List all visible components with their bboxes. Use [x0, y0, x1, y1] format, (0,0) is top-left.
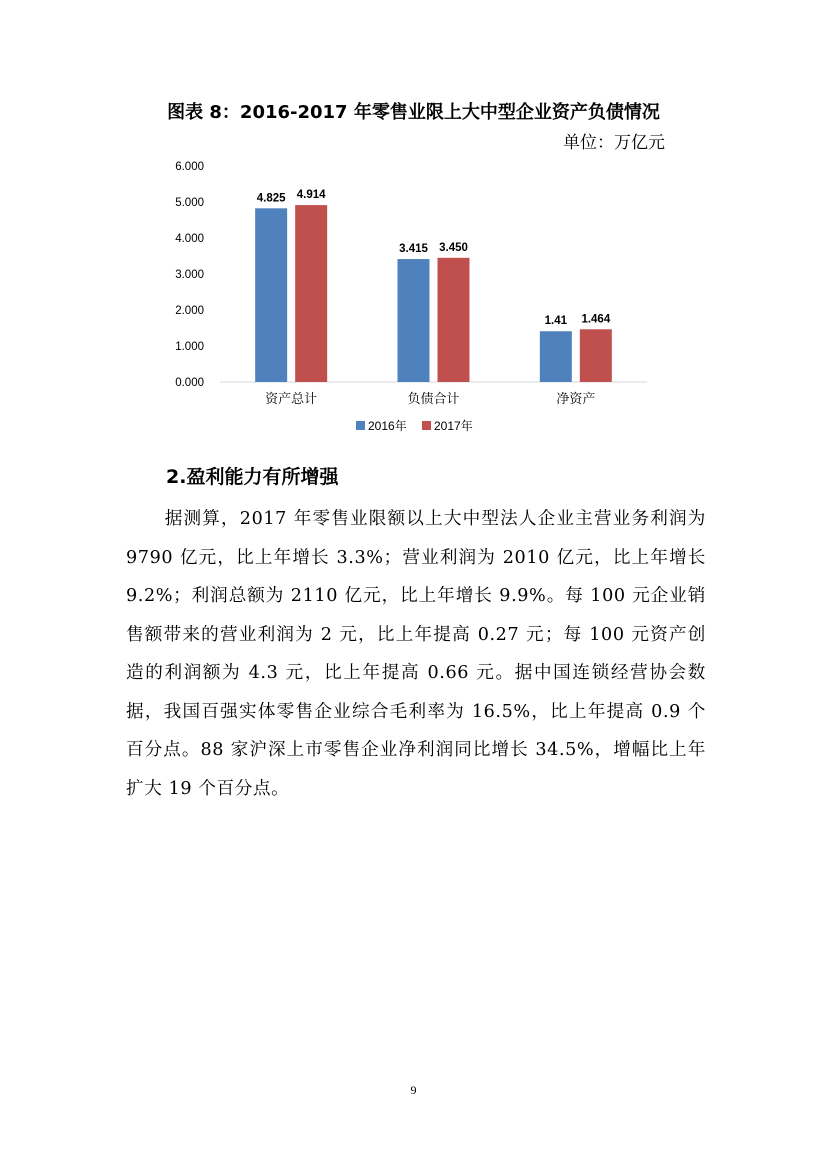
- data-label: 4.914: [296, 189, 326, 202]
- data-label: 4.825: [256, 192, 286, 205]
- y-tick-label: 5.000: [175, 197, 204, 209]
- y-tick-label: 2.000: [175, 305, 204, 317]
- figure-title: 图表 8：2016-2017 年零售业限上大中型企业资产负债情况: [167, 102, 660, 123]
- data-label: 3.450: [439, 241, 468, 254]
- bar: [438, 258, 470, 382]
- data-label: 1.41: [544, 315, 568, 328]
- page-number: 9: [410, 1083, 417, 1097]
- section-heading: 2.盈利能力有所增强: [166, 466, 339, 488]
- figure-unit: 单位：万亿元: [563, 133, 665, 153]
- x-tick-label: 资产总计: [265, 391, 318, 406]
- legend-label: 2016年: [368, 419, 407, 433]
- bar: [580, 329, 612, 382]
- legend-swatch: [422, 421, 431, 430]
- data-label: 3.415: [399, 243, 428, 256]
- bar: [398, 259, 430, 382]
- y-tick-label: 0.000: [175, 377, 204, 389]
- x-tick-label: 负债合计: [407, 391, 460, 406]
- bar: [540, 331, 572, 382]
- y-tick-label: 1.000: [175, 341, 204, 353]
- bar-chart: [160, 150, 660, 450]
- bar: [255, 208, 287, 382]
- legend-label: 2017年: [434, 419, 473, 433]
- data-label: 1.464: [581, 313, 611, 326]
- body-paragraph: 据测算，2017 年零售业限额以上大中型法人企业主营业务利润为 9790 亿元，比上年增长 3.3%；营业利润为 2010 亿元，比上年增长 9.2%；利润总额为 2110 亿元，比上年增长 9.9%。每 100 元企业销售额带来的营业利润为 2 元，比上年提高 0.27 元；每 100 元资产创造的利润额为 4.3 元，比上年提高 0.66 元。据中国连锁经营协会数据，我国百强实体零售企业综合毛利率为 16.5%，比上年提高 0.9 个百分点。88 家沪深上市零售企业净利润同比增长 34.5%，增幅比上年扩大 19 个百分点。: [126, 509, 706, 799]
- y-tick-label: 6.000: [175, 161, 204, 173]
- x-tick-label: 净资产: [556, 391, 596, 406]
- y-tick-label: 3.000: [175, 269, 204, 281]
- y-tick-label: 4.000: [175, 233, 204, 245]
- bar: [295, 205, 327, 382]
- legend-swatch: [356, 421, 365, 430]
